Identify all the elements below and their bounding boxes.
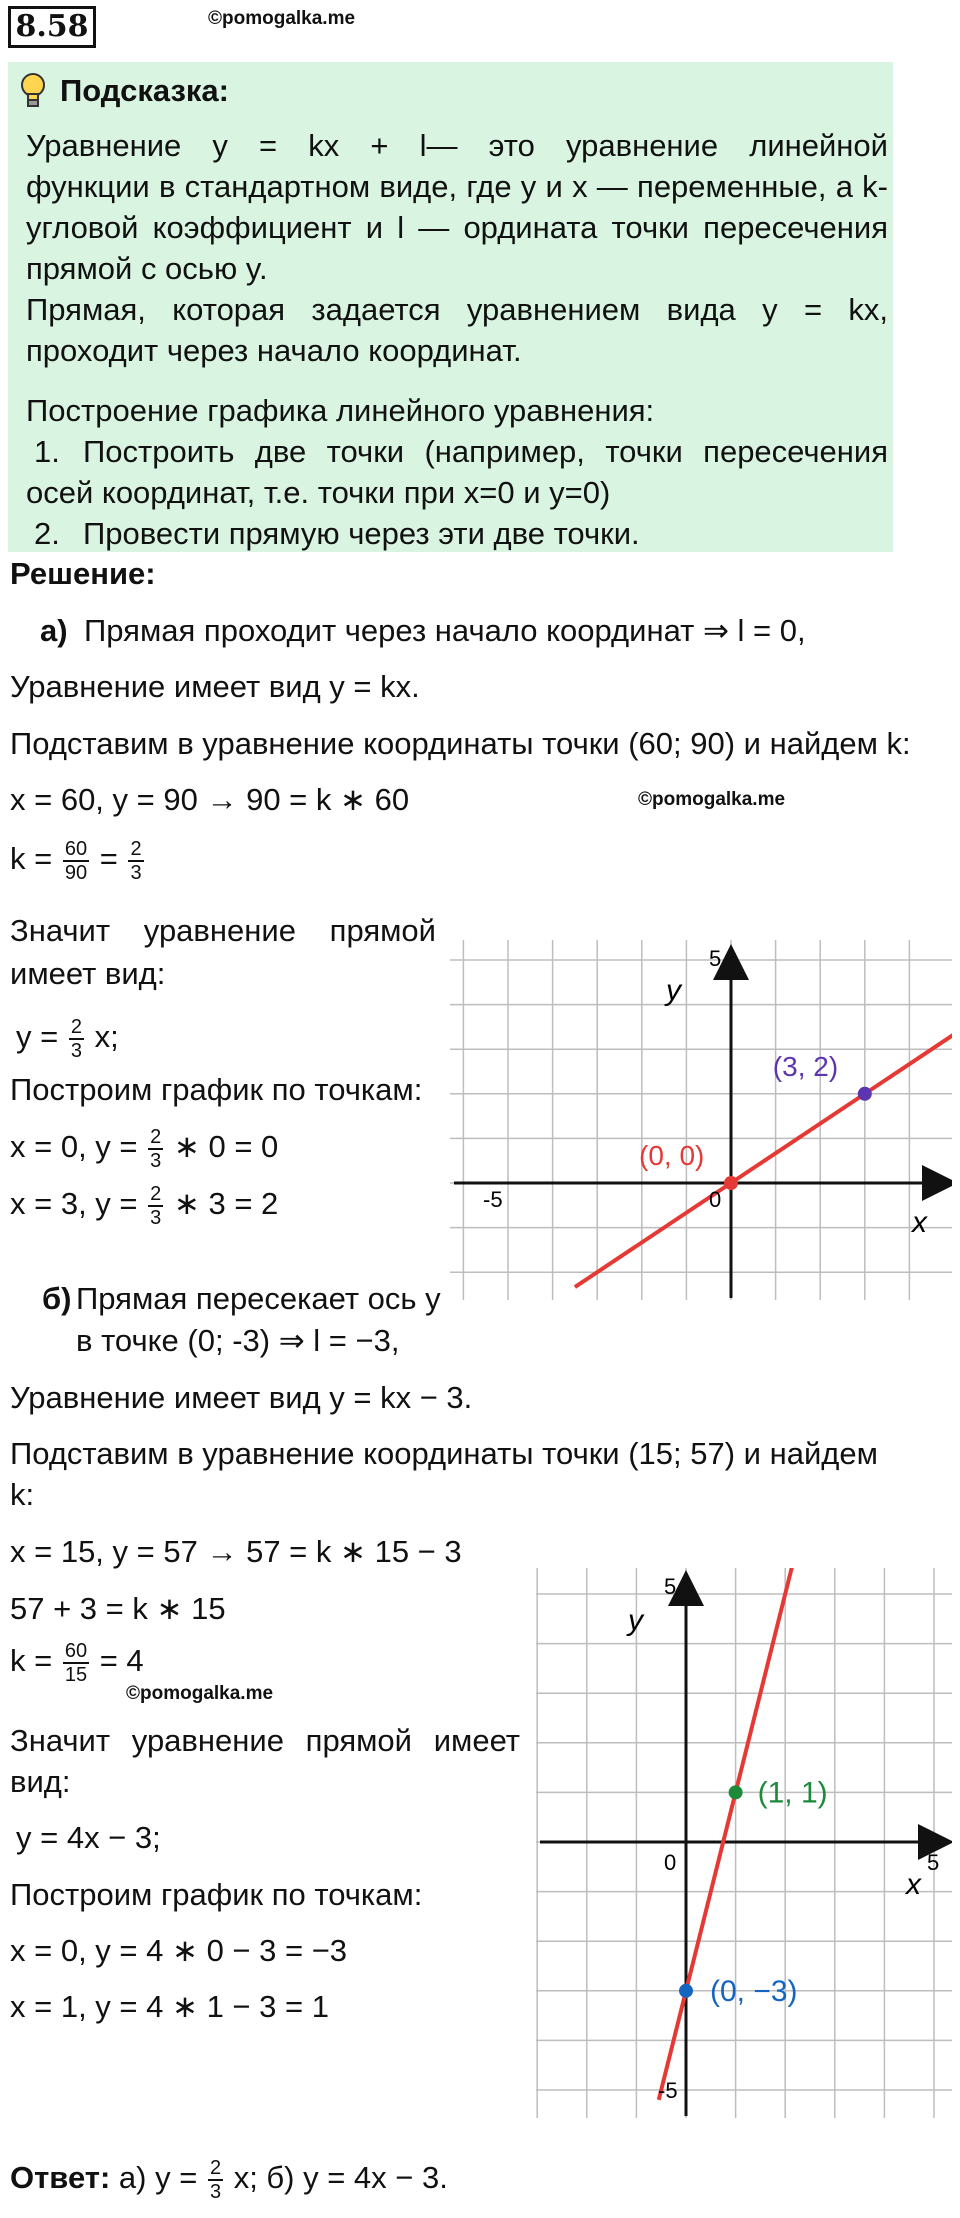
fraction xyxy=(208,2157,223,2203)
formula-part: ∗ 0 = 0 xyxy=(173,1129,279,1165)
grid xyxy=(450,940,952,1300)
answer xyxy=(10,2157,448,2203)
lightbulb-icon xyxy=(20,72,46,115)
graph-a xyxy=(450,940,952,1300)
x-axis-label: x xyxy=(906,1868,921,1901)
denominator: 3 xyxy=(70,1040,82,1062)
hint-line: Построить две точки (например, точки пересечения xyxy=(83,434,888,469)
text-line: в точке (0; -3) ⇒ l = −3, xyxy=(76,1323,400,1358)
numerator: 60 xyxy=(64,1640,88,1662)
formula-part: k = xyxy=(10,841,53,877)
text-line: x = 15, y = 57 → 57 = k ∗ 15 − 3 xyxy=(10,1534,462,1569)
point-1-1 xyxy=(729,1785,743,1799)
denominator: 3 xyxy=(209,2181,222,2203)
point-calc-b1: x = 0, y = 4 ∗ 0 − 3 = −3 xyxy=(10,1933,348,1968)
text-line: Значит уравнение прямой имеет xyxy=(10,1723,520,1758)
y-axis-label: y xyxy=(666,974,681,1007)
denominator: 90 xyxy=(64,862,88,884)
hint-line: угловой коэффициент и l — ордината точки пересечения xyxy=(26,210,888,245)
graph-line xyxy=(575,1005,952,1287)
text-line: Прямая пересекает ось y xyxy=(76,1281,441,1316)
formula-k-b xyxy=(10,1640,144,1686)
graph-b xyxy=(536,1568,952,2118)
graph-line xyxy=(659,1568,795,2100)
numerator: 2 xyxy=(209,2157,222,2179)
denominator: 3 xyxy=(150,1207,162,1229)
fraction xyxy=(63,1640,89,1686)
formula-part: а) y = xyxy=(118,2160,198,2196)
denominator: 15 xyxy=(64,1664,88,1686)
part-b-label: б) xyxy=(42,1281,72,1316)
x-tick-label: -5 xyxy=(483,1187,503,1212)
answer-label: Ответ: xyxy=(10,2160,111,2196)
hint-line: функции в стандартном виде, где y и x — переменные, а k- xyxy=(26,169,888,204)
hint-line: прямой с осью y. xyxy=(26,251,268,286)
formula-part: x; xyxy=(94,1019,119,1055)
y-axis-label: y xyxy=(628,1604,643,1637)
point-0-minus3 xyxy=(679,1984,693,1998)
point-calc-a2 xyxy=(10,1183,278,1229)
formula-part: k = xyxy=(10,1643,53,1679)
fraction xyxy=(148,1183,163,1229)
point-0-0 xyxy=(724,1176,738,1190)
watermark-bottom: ©pomogalka.me xyxy=(126,1683,274,1704)
text-line: Подставим в уравнение координаты точки (60; 90) и найдем k: xyxy=(10,726,911,761)
text-line: Уравнение имеет вид y = kx − 3. xyxy=(10,1380,473,1415)
text-line: Построим график по точкам: xyxy=(10,1072,423,1107)
list-number: 2. xyxy=(34,516,60,551)
hint-line: Уравнение y = kx + l— это уравнение линейной xyxy=(26,128,888,163)
part-a-label: а) xyxy=(40,613,68,648)
numerator: 2 xyxy=(70,1016,82,1038)
formula-part: x; б) y = 4x − 3. xyxy=(233,2160,448,2196)
formula-part: ∗ 3 = 2 xyxy=(173,1186,279,1222)
text-line: Прямая проходит через начало координат ⇒ l = 0, xyxy=(84,613,806,648)
point-3-2 xyxy=(858,1087,872,1101)
text-line: Построим график по точкам: xyxy=(10,1877,423,1912)
x-tick-label: 5 xyxy=(927,1850,940,1875)
problem-number: 8.58 xyxy=(8,6,96,48)
y-tick-label: 5 xyxy=(709,946,722,971)
x-axis-label: x xyxy=(912,1206,927,1239)
text-line: вид: xyxy=(10,1764,71,1799)
list-number: 1. xyxy=(34,434,60,469)
point-label: (0, 0) xyxy=(639,1140,705,1171)
text-line: Уравнение имеет вид y = kx. xyxy=(10,669,420,704)
x-tick-label: 0 xyxy=(664,1850,677,1875)
fraction xyxy=(69,1016,84,1062)
numerator: 2 xyxy=(130,838,142,860)
numerator: 2 xyxy=(150,1183,162,1205)
point-label: (0, −3) xyxy=(710,1974,798,2008)
formula-part: = 4 xyxy=(99,1643,144,1679)
hint-line: Провести прямую через эти две точки. xyxy=(83,516,640,551)
text-line: k: xyxy=(10,1477,35,1512)
fraction xyxy=(148,1126,163,1172)
text-line: Подставим в уравнение координаты точки (15; 57) и найдем xyxy=(10,1436,878,1471)
numerator: 60 xyxy=(64,838,88,860)
fraction xyxy=(128,838,143,884)
hint-line: проходит через начало координат. xyxy=(26,333,522,368)
watermark-middle: ©pomogalka.me xyxy=(638,789,786,810)
hint-title: Подсказка: xyxy=(60,73,229,108)
formula-k-a xyxy=(10,838,146,884)
y-tick-label: -5 xyxy=(658,2078,678,2103)
denominator: 3 xyxy=(130,862,142,884)
hint-line: Прямая, которая задается уравнением вида y = kx, xyxy=(26,292,888,327)
hint-box xyxy=(8,62,893,552)
hint-line: осей координат, т.е. точки при x=0 и y=0) xyxy=(26,475,611,510)
point-calc-b2: x = 1, y = 4 ∗ 1 − 3 = 1 xyxy=(10,1989,329,2024)
text-line: 57 + 3 = k ∗ 15 xyxy=(10,1591,226,1626)
solution-title: Решение: xyxy=(10,556,156,591)
formula-part: x = 0, y = xyxy=(10,1129,138,1165)
hint-line: Построение графика линейного уравнения: xyxy=(26,393,655,428)
watermark-top: ©pomogalka.me xyxy=(208,8,356,29)
fraction xyxy=(63,838,89,884)
point-calc-a1 xyxy=(10,1126,278,1172)
text-line: Значит уравнение прямой xyxy=(10,913,436,948)
formula-part: = xyxy=(99,841,118,877)
formula-part: x = 3, y = xyxy=(10,1186,138,1222)
numerator: 2 xyxy=(150,1126,162,1148)
equation-b: y = 4x − 3; xyxy=(16,1820,161,1855)
text-line: имеет вид: xyxy=(10,956,166,991)
text-line: x = 60, y = 90 → 90 = k ∗ 60 xyxy=(10,782,410,817)
y-tick-label: 5 xyxy=(664,1574,677,1599)
formula-part: y = xyxy=(16,1019,59,1055)
equation-a xyxy=(16,1016,119,1062)
denominator: 3 xyxy=(150,1150,162,1172)
x-tick-label: 0 xyxy=(709,1187,722,1212)
point-label: (1, 1) xyxy=(757,1776,828,1810)
point-label: (3, 2) xyxy=(772,1050,839,1082)
